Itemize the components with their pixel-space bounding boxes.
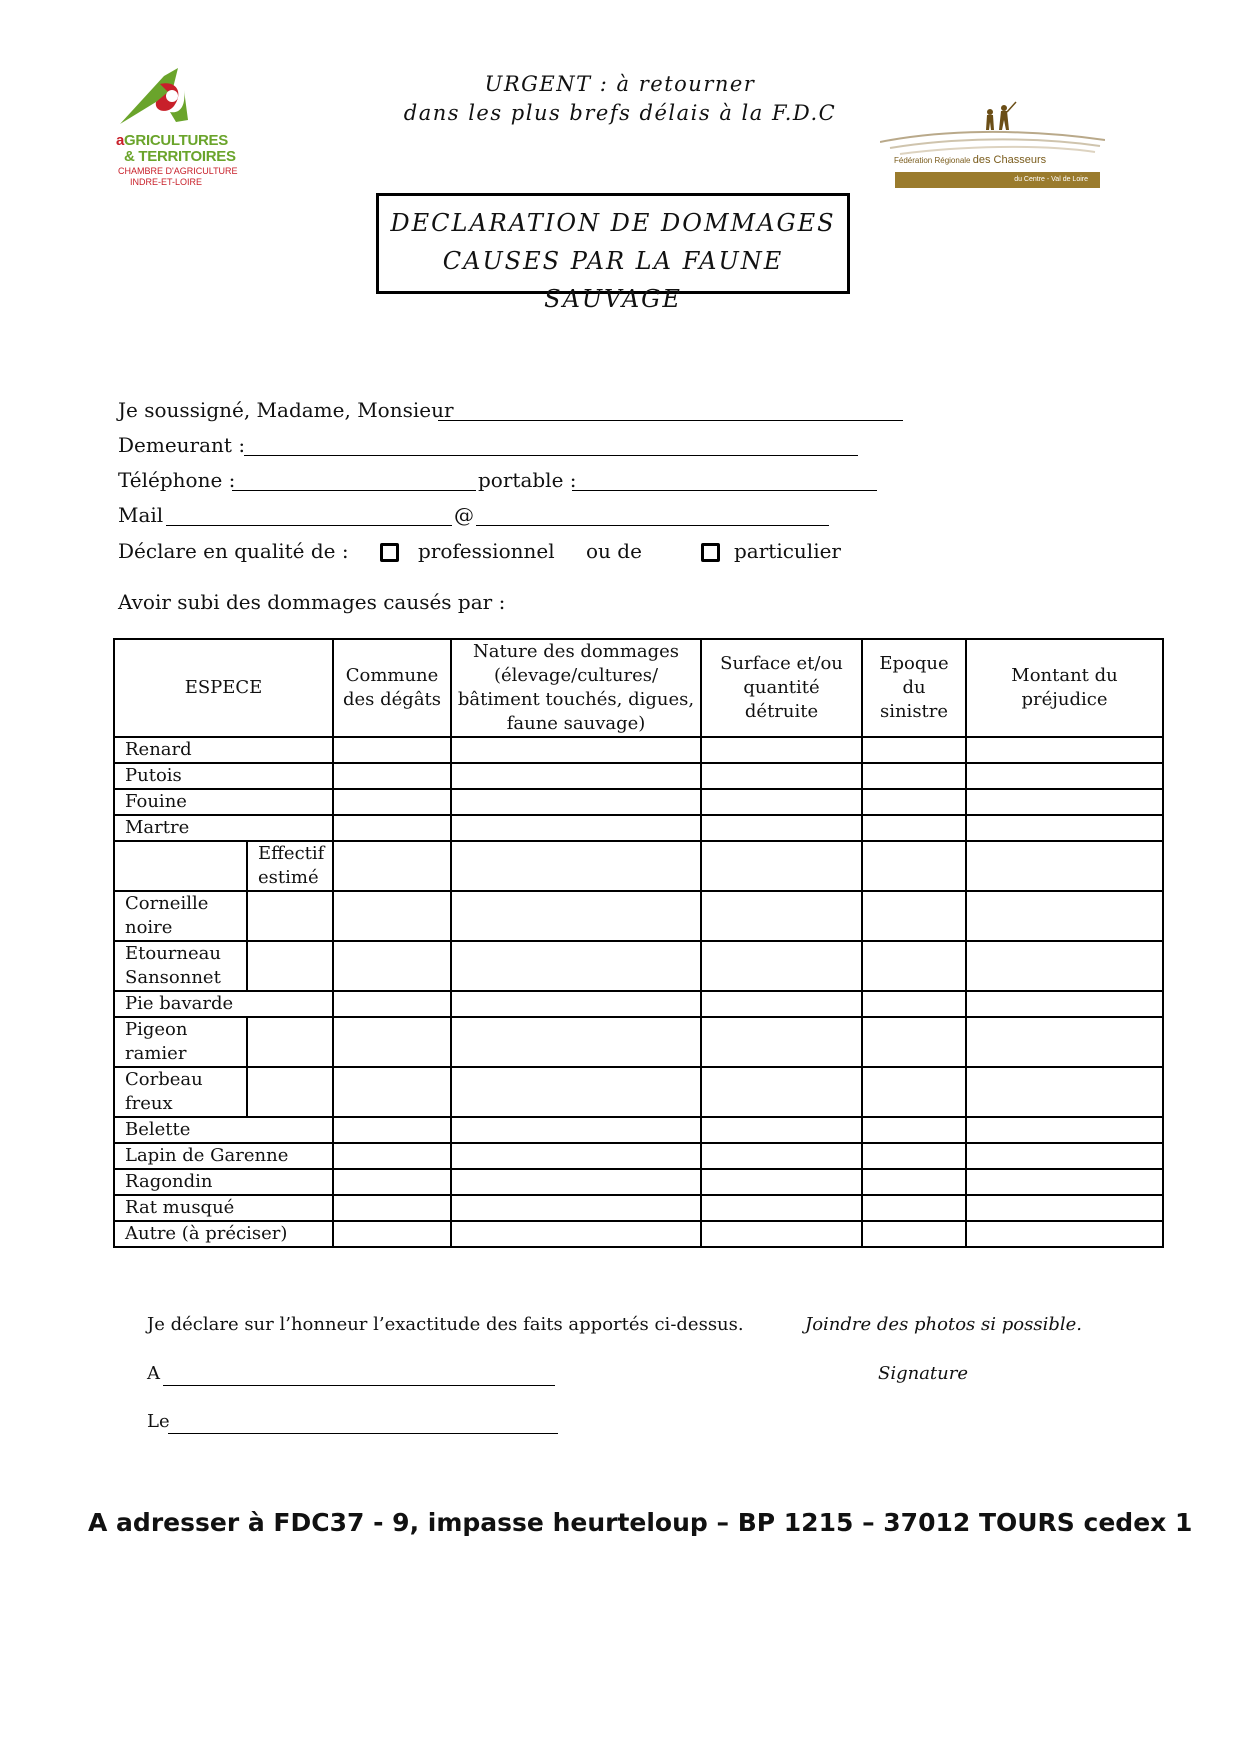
signature-label: Signature (878, 1363, 969, 1384)
header-commune: Commune des dégâts (333, 639, 451, 737)
montant-cell[interactable] (966, 841, 1163, 891)
portable-field[interactable] (572, 490, 877, 491)
nature-cell[interactable] (451, 1143, 701, 1169)
address-field[interactable] (244, 455, 858, 456)
nature-cell[interactable] (451, 1067, 701, 1117)
ou-de-label: ou de (586, 539, 642, 563)
montant-cell[interactable] (966, 1143, 1163, 1169)
epoque-cell[interactable] (862, 941, 966, 991)
table-row (114, 1117, 1163, 1143)
table-row (114, 1017, 1163, 1067)
table-row (114, 737, 1163, 763)
effectif-header-row (114, 841, 1163, 891)
logo-name-line3: CHAMBRE D'AGRICULTURE (118, 166, 238, 176)
epoque-cell[interactable] (862, 815, 966, 841)
header-montant: Montant du préjudice (966, 639, 1163, 737)
montant-cell[interactable] (966, 789, 1163, 815)
professionnel-checkbox[interactable] (380, 543, 399, 562)
mail-label: Mail (118, 503, 164, 527)
federation-region-banner: du Centre - Val de Loire (895, 172, 1100, 188)
epoque-cell[interactable] (862, 763, 966, 789)
header-nature: Nature des dommages (élevage/cultures/ bâtiment touchés, digues, faune sauvage) (451, 639, 701, 737)
commune-cell[interactable] (333, 1017, 451, 1067)
mail-domain-field[interactable] (476, 525, 829, 526)
le-label: Le (147, 1411, 170, 1432)
montant-cell[interactable] (966, 941, 1163, 991)
form-title (376, 193, 850, 313)
effectif-cell[interactable] (247, 1017, 333, 1067)
epoque-cell[interactable] (862, 789, 966, 815)
epoque-cell[interactable] (862, 1169, 966, 1195)
surface-cell[interactable] (701, 1221, 862, 1247)
epoque-cell[interactable] (862, 1017, 966, 1067)
surface-cell[interactable] (701, 891, 862, 941)
species-cell: Pie bavarde (114, 991, 333, 1017)
montant-cell[interactable] (966, 1067, 1163, 1117)
species-cell: Renard (114, 737, 333, 763)
epoque-cell[interactable] (862, 841, 966, 891)
photos-note: Joindre des photos si possible. (805, 1314, 1082, 1335)
species-cell: Etourneau Sansonnet (114, 941, 247, 991)
table-row (114, 1143, 1163, 1169)
telephone-label: Téléphone : (118, 468, 236, 492)
logo-name-line2: & TERRITOIRES (124, 148, 236, 165)
subi-label: Avoir subi des dommages causés par : (118, 590, 506, 614)
table-row (114, 1195, 1163, 1221)
species-cell: Fouine (114, 789, 333, 815)
qualite-label: Déclare en qualité de : (118, 539, 349, 563)
hunters-federation-logo (880, 100, 1105, 192)
nature-cell[interactable] (451, 1221, 701, 1247)
urgent-line2: dans les plus brefs délais à la F.D.C (403, 101, 837, 125)
effectif-cell[interactable] (247, 1067, 333, 1117)
surface-cell[interactable] (701, 1169, 862, 1195)
logo-initial: a (116, 132, 125, 149)
urgent-line1: URGENT : à retourner (484, 72, 756, 96)
nature-cell[interactable] (451, 891, 701, 941)
montant-cell[interactable] (966, 1221, 1163, 1247)
species-cell: Rat musqué (114, 1195, 333, 1221)
surface-cell[interactable] (701, 763, 862, 789)
header-epoque: Epoque du sinistre (862, 639, 966, 737)
species-cell: Martre (114, 815, 333, 841)
urgent-notice (380, 70, 860, 128)
montant-cell[interactable] (966, 1117, 1163, 1143)
table-header-row (114, 639, 1163, 737)
logo-name-line1: GRICULTURES (124, 132, 228, 149)
chamber-of-agriculture-logo (112, 62, 242, 192)
epoque-cell[interactable] (862, 1143, 966, 1169)
table-row (114, 815, 1163, 841)
professionnel-label: professionnel (418, 539, 555, 563)
empty-species-cell (114, 841, 247, 891)
commune-cell[interactable] (333, 1143, 451, 1169)
table-row (114, 789, 1163, 815)
montant-cell[interactable] (966, 1017, 1163, 1067)
surface-cell[interactable] (701, 1117, 862, 1143)
epoque-cell[interactable] (862, 891, 966, 941)
commune-cell[interactable] (333, 1195, 451, 1221)
damage-table (113, 638, 1164, 1248)
federation-small-label: Fédération Régionale (894, 156, 971, 165)
commune-cell[interactable] (333, 789, 451, 815)
commune-cell[interactable] (333, 991, 451, 1017)
logo-name-line4: INDRE-ET-LOIRE (130, 177, 203, 187)
commune-cell[interactable] (333, 763, 451, 789)
epoque-cell[interactable] (862, 1221, 966, 1247)
table-row (114, 1169, 1163, 1195)
commune-cell[interactable] (333, 1067, 451, 1117)
species-cell: Corbeau freux (114, 1067, 247, 1117)
montant-cell[interactable] (966, 737, 1163, 763)
surface-cell[interactable] (701, 841, 862, 891)
nature-cell[interactable] (451, 1117, 701, 1143)
epoque-cell[interactable] (862, 737, 966, 763)
epoque-cell[interactable] (862, 1117, 966, 1143)
nature-cell[interactable] (451, 815, 701, 841)
nature-cell[interactable] (451, 841, 701, 891)
commune-cell[interactable] (333, 941, 451, 991)
commune-cell[interactable] (333, 737, 451, 763)
epoque-cell[interactable] (862, 1195, 966, 1221)
species-cell: Ragondin (114, 1169, 333, 1195)
surface-cell[interactable] (701, 1195, 862, 1221)
nature-cell[interactable] (451, 1169, 701, 1195)
nature-cell[interactable] (451, 991, 701, 1017)
honneur-statement: Je déclare sur l’honneur l’exactitude des faits apportés ci-dessus. (147, 1314, 744, 1335)
soussigne-name-field[interactable] (438, 420, 903, 421)
surface-cell[interactable] (701, 1017, 862, 1067)
epoque-cell[interactable] (862, 1067, 966, 1117)
species-cell: Pigeon ramier (114, 1017, 247, 1067)
commune-cell[interactable] (333, 1117, 451, 1143)
surface-cell[interactable] (701, 789, 862, 815)
header-surface: Surface et/ou quantité détruite (701, 639, 862, 737)
surface-cell[interactable] (701, 815, 862, 841)
effectif-header: Effectif estimé (247, 841, 333, 891)
demeurant-label: Demeurant : (118, 433, 246, 457)
epoque-cell[interactable] (862, 991, 966, 1017)
surface-cell[interactable] (701, 941, 862, 991)
table-row (114, 941, 1163, 991)
mailing-address: A adresser à FDC37 - 9, impasse heurteloup – BP 1215 – 37012 TOURS cedex 1 (88, 1508, 1193, 1537)
particulier-label: particulier (734, 539, 841, 563)
table-row (114, 891, 1163, 941)
commune-cell[interactable] (333, 1169, 451, 1195)
species-cell: Corneille noire (114, 891, 247, 941)
nature-cell[interactable] (451, 763, 701, 789)
particulier-checkbox[interactable] (701, 543, 720, 562)
place-field[interactable] (163, 1385, 555, 1386)
table-row (114, 991, 1163, 1017)
at-sign: @ (454, 503, 474, 527)
nature-cell[interactable] (451, 1195, 701, 1221)
montant-cell[interactable] (966, 991, 1163, 1017)
montant-cell[interactable] (966, 763, 1163, 789)
mail-user-field[interactable] (166, 525, 452, 526)
telephone-field[interactable] (232, 490, 476, 491)
portable-label: portable : (478, 468, 577, 492)
nature-cell[interactable] (451, 1017, 701, 1067)
montant-cell[interactable] (966, 1195, 1163, 1221)
commune-cell[interactable] (333, 1221, 451, 1247)
table-row (114, 1067, 1163, 1117)
date-field[interactable] (168, 1433, 558, 1434)
effectif-cell[interactable] (247, 941, 333, 991)
hunters-landscape-icon (880, 100, 1105, 160)
a-label: A (147, 1363, 160, 1384)
table-row (114, 763, 1163, 789)
commune-cell[interactable] (333, 815, 451, 841)
montant-cell[interactable] (966, 891, 1163, 941)
federation-big-label: des Chasseurs (972, 154, 1047, 166)
table-row (114, 1221, 1163, 1247)
species-cell: Putois (114, 763, 333, 789)
commune-cell[interactable] (333, 891, 451, 941)
commune-cell[interactable] (333, 841, 451, 891)
montant-cell[interactable] (966, 815, 1163, 841)
header-espece: ESPECE (114, 639, 333, 737)
montant-cell[interactable] (966, 1169, 1163, 1195)
title-line1: DECLARATION DE DOMMAGES (390, 209, 836, 237)
soussigne-label: Je soussigné, Madame, Monsieur (118, 398, 454, 422)
surface-cell[interactable] (701, 737, 862, 763)
species-cell: Belette (114, 1117, 333, 1143)
title-line2: CAUSES PAR LA FAUNE SAUVAGE (442, 247, 784, 313)
nature-cell[interactable] (451, 941, 701, 991)
surface-cell[interactable] (701, 1067, 862, 1117)
species-cell: Autre (à préciser) (114, 1221, 333, 1247)
agriculture-logo-icon (116, 62, 206, 132)
surface-cell[interactable] (701, 991, 862, 1017)
species-cell: Lapin de Garenne (114, 1143, 333, 1169)
nature-cell[interactable] (451, 789, 701, 815)
nature-cell[interactable] (451, 737, 701, 763)
effectif-cell[interactable] (247, 891, 333, 941)
surface-cell[interactable] (701, 1143, 862, 1169)
